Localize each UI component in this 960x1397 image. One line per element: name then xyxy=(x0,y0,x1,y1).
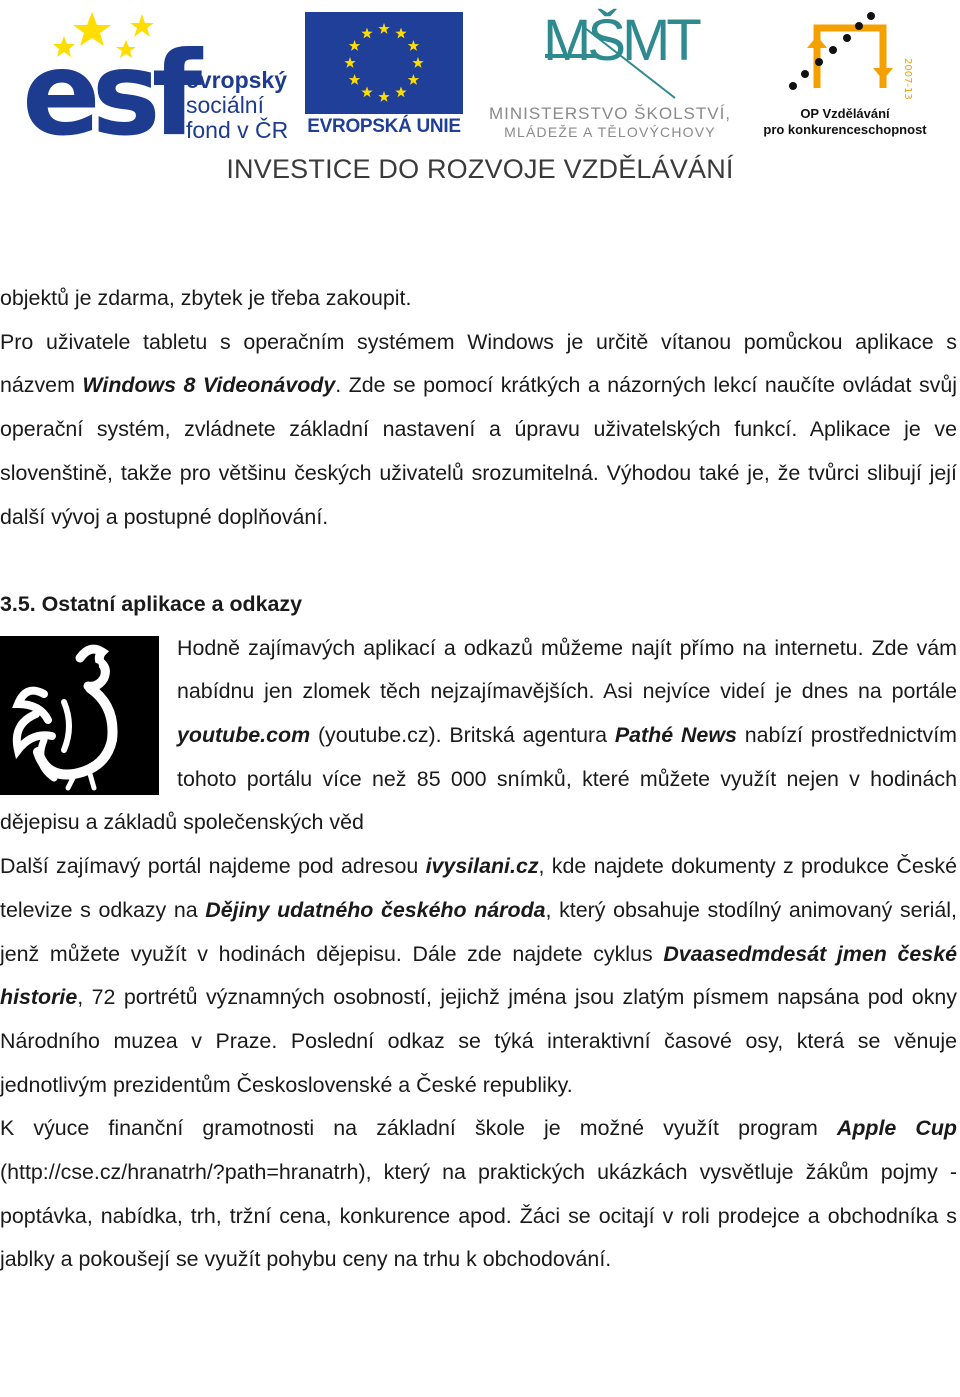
svg-text:2007-13: 2007-13 xyxy=(902,58,913,100)
app-name-windows-videonavody: Windows 8 Videonávody xyxy=(82,373,336,398)
agency-pathe-news: Pathé News xyxy=(614,723,737,748)
op-vzdelavani-logo xyxy=(755,8,935,143)
eu-label: EVROPSKÁ UNIE xyxy=(307,116,461,137)
p3-text-c: (youtube.cz). Britská agentura xyxy=(310,723,615,748)
msmt-logo xyxy=(475,8,745,143)
spacer xyxy=(0,539,957,583)
paragraph-1-text: objektů je zdarma, zbytek je třeba zakoupit. xyxy=(0,286,412,310)
p5-text-c: (http://cse.cz/hranatrh/?path=hranatrh), který na praktických ukázkách vysvětluje žákům pojmy - poptávka, nabídka, trh, tržní cena, konkurence apod. Žáci se ocitají v roli prodejce a obchodníka s jablky a pokoušejí se využít pohybu ceny na trhu k obchodování. xyxy=(0,1160,957,1272)
investice-tagline: INVESTICE DO ROZVOJE VZDĚLÁVÁNÍ xyxy=(226,154,734,184)
series-dvaasedmdesat-jmen: Dvaasedmdesát jmen české historie xyxy=(0,941,957,1010)
p4-text-e: , který obsahuje stodílný animovaný seriál, jenž můžete využít v hodinách dějepisu. Dále zde najdete cyklus xyxy=(0,897,958,966)
eu-logo xyxy=(305,12,463,142)
p5-text-a: K výuce finanční gramotnosti na základní škole je možné využít program xyxy=(0,1116,837,1141)
p3-text-e: nabízí prostřednictvím tohoto portálu více než 85 000 snímků, které můžete využít nejen v hodinách dějepisu a základů společenských věd xyxy=(0,723,958,835)
paragraph-5 xyxy=(0,1107,957,1282)
paragraph-1 xyxy=(0,277,957,321)
msmt-mark xyxy=(475,8,745,108)
section-heading: 3.5. Ostatní aplikace a odkazy xyxy=(0,591,302,616)
p4-text-c: , kde najdete dokumenty z produkce České televize s odkazy na xyxy=(0,854,957,922)
document-body xyxy=(0,277,957,1282)
paragraph-4 xyxy=(0,845,957,1107)
msmt-line1: MINISTERSTVO ŠKOLSTVÍ, xyxy=(488,104,732,123)
paragraph-2 xyxy=(0,321,957,540)
svg-text:esf: esf xyxy=(22,27,194,142)
link-ivysilani[interactable]: ivysilani.cz xyxy=(425,854,539,879)
p4-text-g: , 72 portrétů významných osobností, jejichž jména jsou zlatým písmem napsána pod okny Národního muzea v Praze. Poslední odkaz se týká interaktivní časové osy, která se věnuje jednotlivým prezidentům Československé a České republiky. xyxy=(0,985,957,1097)
p2-text-a: Pro uživatele tabletu s operačním systémem Windows je určitě vítanou pomůckou aplikace s názvem xyxy=(0,329,957,398)
esf-logo xyxy=(22,12,300,142)
header-logos xyxy=(0,0,960,200)
p3-text-a: Hodně zajímavých aplikací a odkazů můžeme najít přímo na internetu. Zde vám nabídnu jen zlomek těch nejzajímavějších. Asi nejvíce videí je dnes na portále xyxy=(177,635,957,704)
op-arrow-icon xyxy=(755,8,935,113)
program-apple-cup: Apple Cup xyxy=(836,1116,957,1141)
esf-text-line2: sociální xyxy=(186,92,264,118)
rooster-icon xyxy=(0,636,159,795)
op-line1: OP Vzdělávání xyxy=(800,106,890,121)
p2-text-c: . Zde se pomocí krátkých a názorných lekcí naučíte ovládat svůj operační systém, zvládnete základní nastavení a úpravu uživatelských funkcí. Aplikace je ve slovenštině, takže pro většinu českých uživatelů srozumitelná. Výhodou také je, že tvůrci slibují její další vývoj a postupné doplňování. xyxy=(0,373,958,529)
link-youtube[interactable]: youtube.com xyxy=(177,723,311,748)
p4-text-a: Další zajímavý portál najdeme pod adresou xyxy=(0,854,426,879)
esf-text-line1: evropský xyxy=(186,67,288,93)
rooster-image xyxy=(0,636,159,795)
paragraph-3 xyxy=(0,627,957,846)
esf-text-line3: fond v ČR xyxy=(186,117,289,143)
svg-text:MŠMT: MŠMT xyxy=(543,8,698,73)
msmt-line2: MLÁDEŽE A TĚLOVÝCHOVY xyxy=(504,124,716,140)
series-dejiny-udatneho: Dějiny udatného českého národa xyxy=(205,897,546,922)
op-line2: pro konkurenceschopnost xyxy=(763,122,927,137)
